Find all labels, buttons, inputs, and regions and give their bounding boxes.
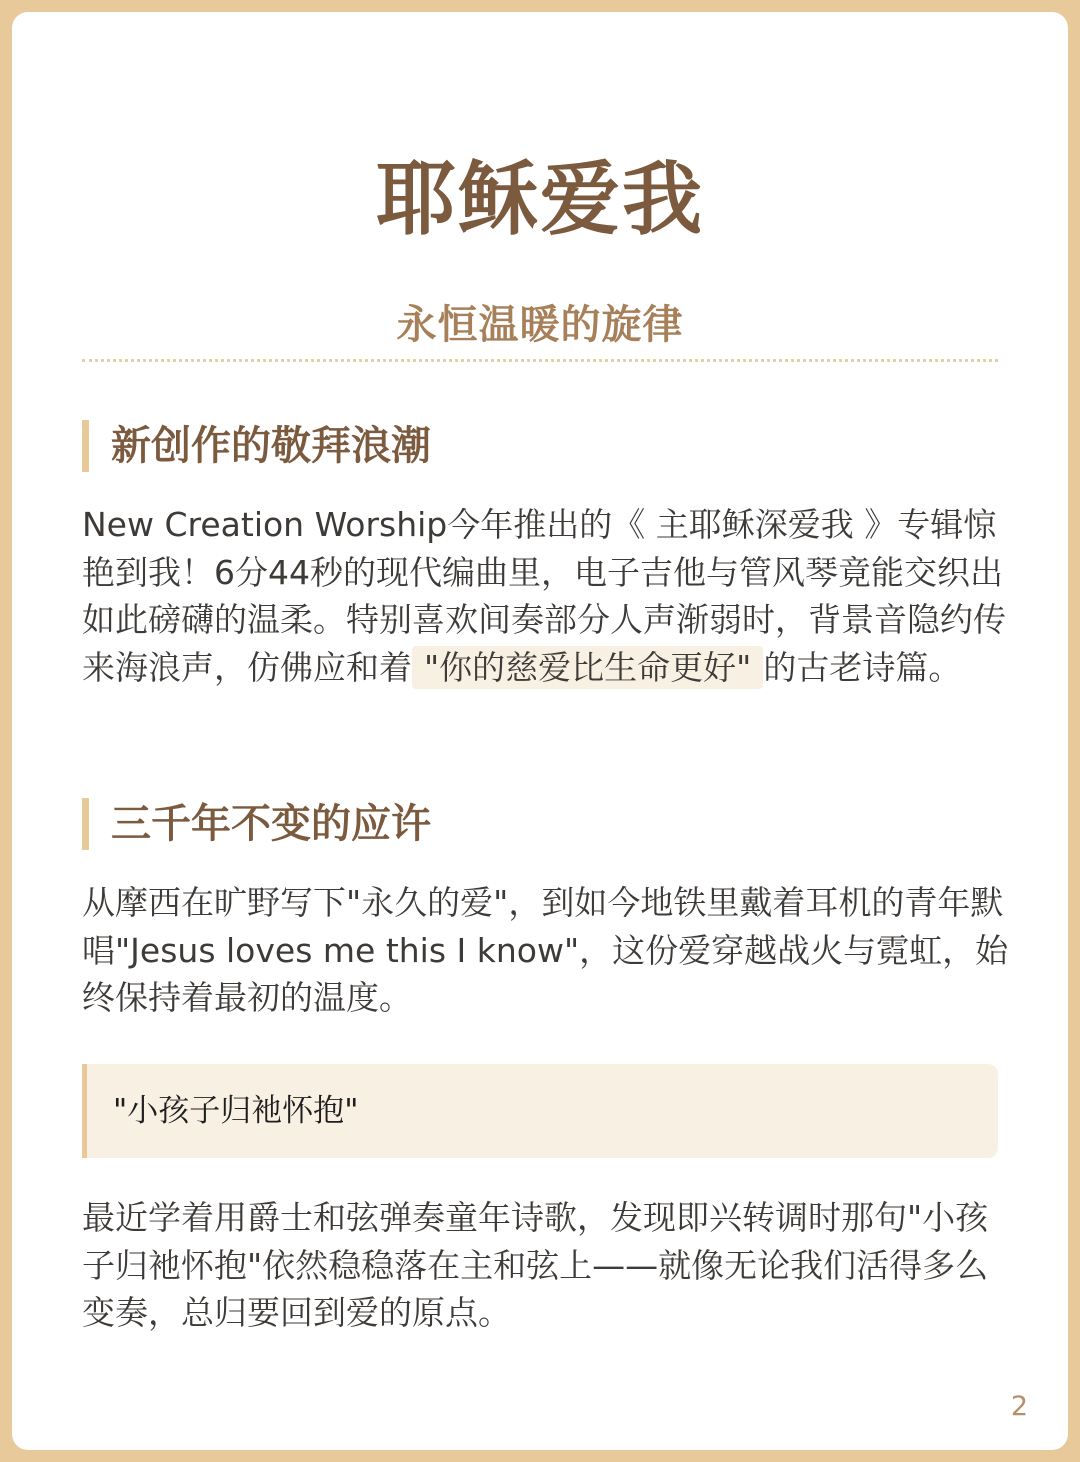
paragraph-text: 的古老诗篇。 — [763, 647, 962, 687]
paragraph-text: New Creation Worship今年推出的《 主耶稣深爱我 》专辑惊艳到我！6分44秒的现代编曲里，电子吉他与管风琴竟能交织出如此磅礴的温柔。特别喜欢间奏部分人声渐弱时，背景音隐约传来海浪声，仿佛应和着 — [82, 505, 1006, 687]
section-paragraph-promise: 从摩西在旷野写下"永久的爱"，到如今地铁里戴着耳机的青年默唱"Jesus loves me this I know"，这份爱穿越战火与霓虹，始终保持着最初的温度。 — [82, 883, 1009, 1017]
closing-paragraph: 最近学着用爵士和弦弹奏童年诗歌，发现即兴转调时那句"小孩子归衪怀抱"依然稳稳落在主和弦上——就像无论我们活得多么变奏，总归要回到爱的原点。 — [82, 1198, 989, 1332]
page-card — [12, 12, 1068, 1450]
dotted-divider — [82, 359, 998, 362]
section-paragraph-worship — [82, 501, 1012, 691]
section-heading-promise: 三千年不变的应许 — [82, 798, 998, 850]
page-subtitle: 永恒温暖的旋律 — [396, 302, 684, 348]
page-title: 耶稣爱我 — [376, 152, 704, 246]
quote-block: "小孩子归衪怀抱" — [82, 1064, 998, 1158]
highlighted-quote: "你的慈爱比生命更好" — [412, 646, 763, 689]
page-number: 2 — [1010, 1391, 1028, 1422]
section-heading-worship: 新创作的敬拜浪潮 — [82, 420, 998, 472]
